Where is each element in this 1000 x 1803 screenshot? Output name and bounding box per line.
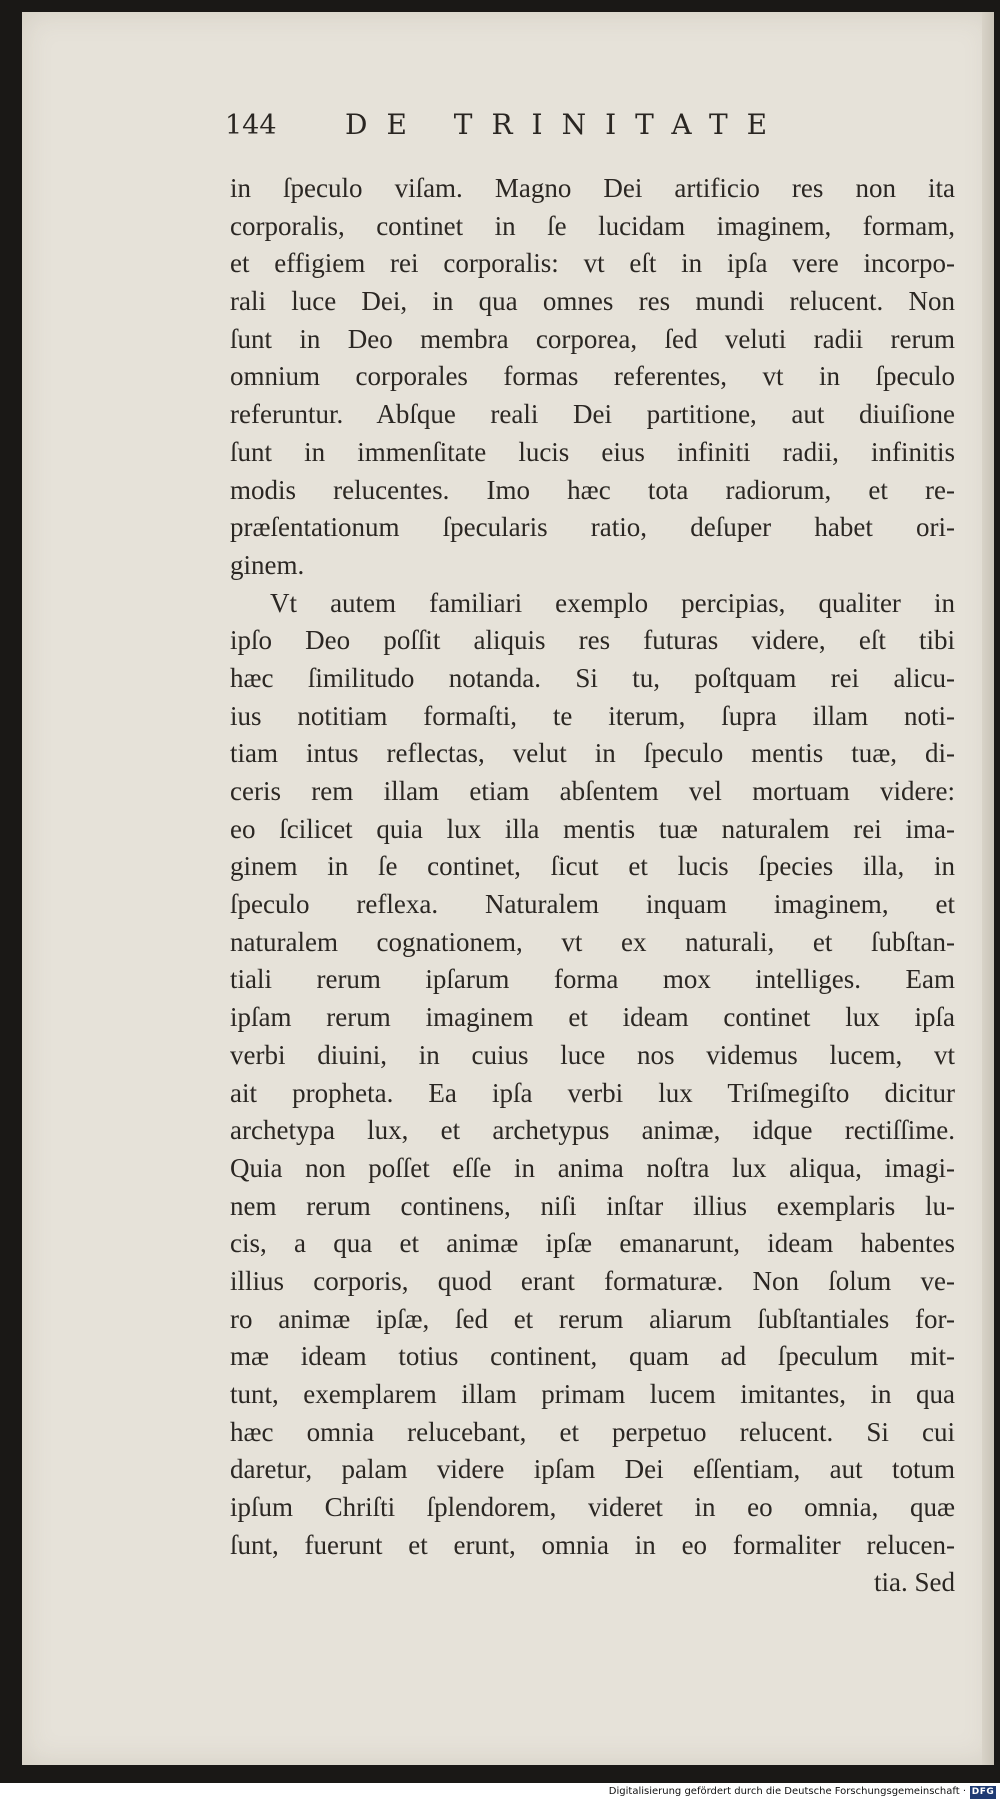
funding-credit: Digitalisierung gefördert durch die Deutsche Forschungsgemeinschaft · — [608, 1786, 966, 1797]
text-line: ceris rem illam etiam abſentem vel mortuam videre: — [230, 776, 955, 806]
text-line: ipſum Chriſti ſplendorem, videret in eo omnia, quæ — [230, 1492, 955, 1523]
text-line: illius corporis, quod erant formaturæ. Non ſolum ve- — [230, 1265, 955, 1296]
text-line: omnium corporales formas referentes, vt in ſpeculo — [230, 361, 955, 392]
text-line: modis relucentes. Imo hæc tota radiorum, et re- — [230, 474, 955, 505]
text-line: ait propheta. Ea ipſa verbi lux Triſmegiſto dicitur — [230, 1077, 955, 1108]
text-line: cis, a qua et animæ ipſæ emanarunt, ideam habentes — [230, 1228, 955, 1259]
text-line: ginem. — [230, 549, 305, 580]
text-line: ſpeculo reflexa. Naturalem inquam imaginem, et — [230, 889, 955, 920]
text-line: corporalis, continet in ſe lucidam imaginem, formam, — [230, 210, 955, 241]
page-header — [225, 108, 800, 152]
page-edge — [982, 12, 994, 1765]
text-line: ro animæ ipſæ, ſed et rerum aliarum ſubſtantiales for- — [230, 1303, 955, 1334]
text-line: Quia non poſſet eſſe in anima noſtra lux aliqua, imagi- — [230, 1152, 955, 1183]
text-line: tunt, exemplarem illam primam lucem imitantes, in qua — [230, 1379, 955, 1409]
digitization-footer — [0, 1783, 1000, 1803]
text-line: ſunt, fuerunt et erunt, omnia in eo formaliter relucen- — [230, 1529, 955, 1560]
text-line: tiali rerum ipſarum forma mox intelliges. Eam — [230, 964, 955, 995]
text-line: et effigiem rei corporalis: vt eſt in ipſa vere incorpo- — [230, 248, 955, 279]
text-line: archetypa lux, et archetypus animæ, idque rectiſſime. — [230, 1115, 955, 1146]
text-line: in ſpeculo viſam. Magno Dei artificio res non ita — [230, 173, 955, 203]
running-title: DE TRINITATE — [345, 108, 787, 141]
page-number: 144 — [225, 110, 277, 141]
text-line: Vt autem familiari exemplo percipias, qualiter in — [270, 587, 955, 618]
text-line: nem rerum continens, niſi inſtar illius exemplaris lu- — [230, 1190, 955, 1221]
text-line: ius notitiam formaſti, te iterum, ſupra illam noti- — [230, 700, 955, 731]
text-line: tiam intus reflectas, velut in ſpeculo mentis tuæ, di- — [230, 738, 955, 769]
text-line: præſentationum ſpecularis ratio, deſuper habet ori- — [230, 512, 955, 543]
text-line: referuntur. Abſque reali Dei partitione, aut diuiſione — [230, 399, 955, 430]
text-line: ipſo Deo poſſit aliquis res futuras videre, eſt tibi — [230, 625, 955, 656]
text-line: eo ſcilicet quia lux illa mentis tuæ naturalem rei ima- — [230, 813, 955, 844]
catchword: tia. Sed — [874, 1567, 955, 1598]
text-line: ſunt in Deo membra corporea, ſed veluti radii rerum — [230, 323, 955, 354]
text-line: daretur, palam videre ipſam Dei eſſentiam, aut totum — [230, 1454, 955, 1485]
text-line: verbi diuini, in cuius luce nos videmus lucem, vt — [230, 1039, 955, 1070]
dfg-logo-icon: DFG — [971, 1787, 995, 1797]
text-line: ginem in ſe continet, ſicut et lucis ſpecies illa, in — [230, 851, 955, 882]
text-line: naturalem cognationem, vt ex naturali, et ſubſtan- — [230, 926, 955, 957]
text-line: rali luce Dei, in qua omnes res mundi relucent. Non — [230, 286, 955, 317]
body-text — [230, 170, 955, 1602]
text-line: ſunt in immenſitate lucis eius infiniti radii, infinitis — [230, 436, 955, 467]
text-line: hæc ſimilitudo notanda. Si tu, poſtquam rei alicu- — [230, 662, 955, 693]
text-line: mæ ideam totius continent, quam ad ſpeculum mit- — [230, 1341, 955, 1372]
text-line: ipſam rerum imaginem et ideam continet lux ipſa — [230, 1002, 955, 1033]
text-line: hæc omnia relucebant, et perpetuo relucent. Si cui — [230, 1416, 955, 1447]
